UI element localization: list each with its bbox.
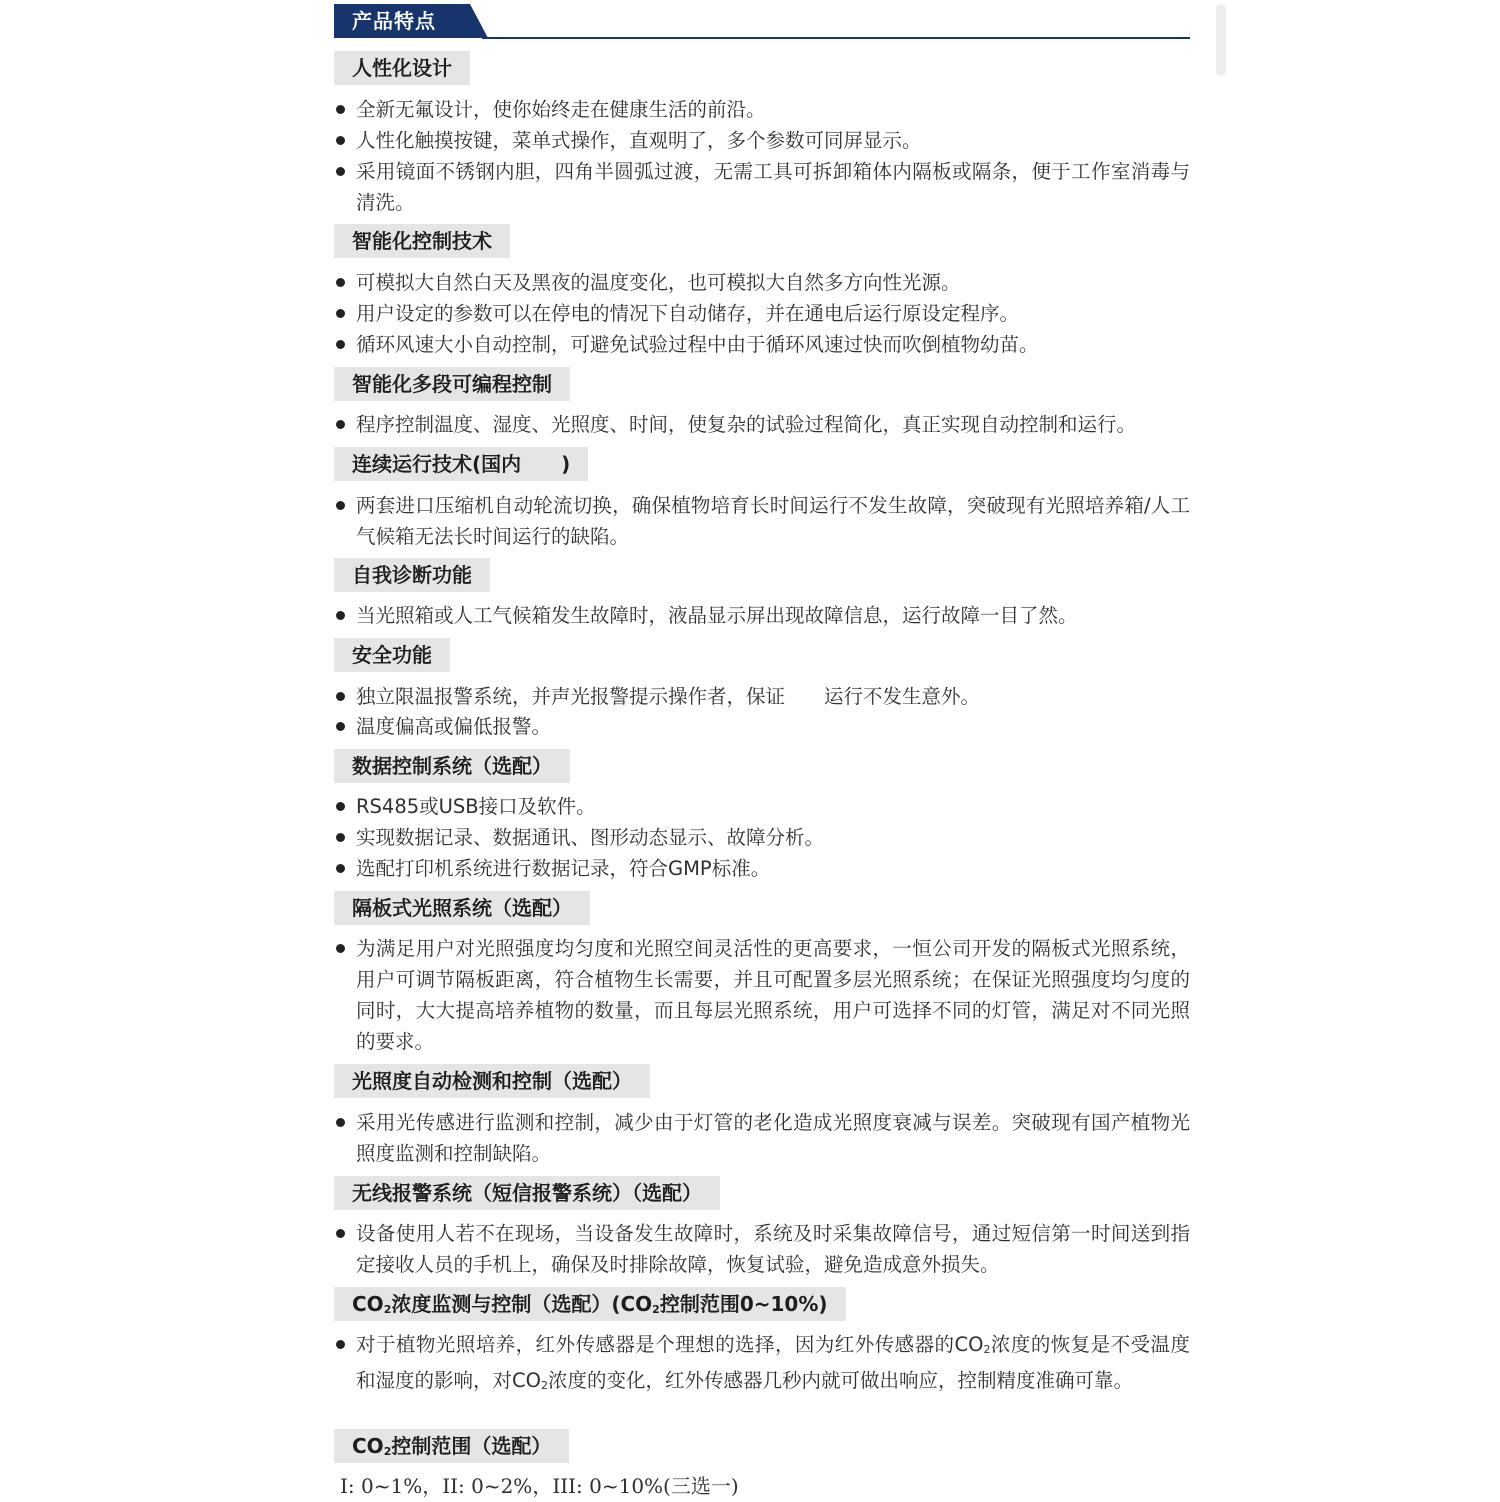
bullet-item: 当光照箱或人工气候箱发生故障时，液晶显示屏出现故障信息，运行故障一目了然。 [334, 600, 1190, 631]
text-part: 对于植物光照培养，红外传感器是个理想的选择，因为红外传感器的CO [356, 1333, 984, 1356]
title-part: 控制范围0~10%) [659, 1292, 828, 1316]
section-title: 数据控制系统（选配） [334, 749, 570, 783]
bullet-item: 设备使用人若不在现场，当设备发生故障时，系统及时采集故障信号，通过短信第一时间送到指定接收人员的手机上，确保及时排除故障，恢复试验，避免造成意外损失。 [334, 1218, 1190, 1280]
section-title: 无线报警系统（短信报警系统）（选配） [334, 1176, 720, 1210]
subscript: 2 [983, 1343, 991, 1356]
section-title: 智能化多段可编程控制 [334, 367, 570, 401]
text-part: 浓度的恢复是不受温度和湿度的影响，对CO [356, 1333, 1190, 1392]
section-title: 自我诊断功能 [334, 558, 490, 592]
title-part: 控制范围（选配） [391, 1434, 552, 1458]
section-title: 连续运行技术(国内 ) [334, 447, 588, 481]
section-title: 光照度自动检测和控制（选配） [334, 1064, 650, 1098]
title-part: CO [352, 1292, 384, 1316]
bullet-item: 两套进口压缩机自动轮流切换，确保植物培育长时间运行不发生故障，突破现有光照培养箱/人工气候箱无法长时间运行的缺陷。 [334, 490, 1190, 552]
bullet-item: 为满足用户对光照强度均匀度和光照空间灵活性的更高要求，一恒公司开发的隔板式光照系统，用户可调节隔板距离，符合植物生长需要，并且可配置多层光照系统；在保证光照强度均匀度的同时，大大提高培养植物的数量，而且每层光照系统，用户可选择不同的灯管，满足对不同光照的要求。 [334, 933, 1190, 1057]
section-title-co2-monitoring [334, 1287, 846, 1321]
document-page [334, 0, 1190, 1500]
bullet-item: 选配打印机系统进行数据记录，符合GMP标准。 [334, 853, 1190, 884]
bullet-item: RS485或USB接口及软件。 [334, 791, 1190, 822]
section-title: 智能化控制技术 [334, 224, 510, 258]
subscript: 2 [652, 1303, 660, 1316]
bullet-item: 采用光传感进行监测和控制，减少由于灯管的老化造成光照度衰减与误差。突破现有国产植物光照度监测和控制缺陷。 [334, 1107, 1190, 1169]
bullet-item: 用户设定的参数可以在停电的情况下自动储存，并在通电后运行原设定程序。 [334, 298, 1190, 329]
banner-rule [482, 37, 1190, 39]
subscript: 2 [383, 1303, 392, 1316]
bullet-item: 温度偏高或偏低报警。 [334, 711, 1190, 742]
section-title: 安全功能 [334, 638, 450, 672]
banner-title: 产品特点 [352, 9, 436, 33]
title-part: CO [352, 1434, 384, 1458]
bullet-item: 采用镜面不锈钢内胆，四角半圆弧过渡，无需工具可拆卸箱体内隔板或隔条，便于工作室消毒与清洗。 [334, 156, 1190, 218]
section-title: 隔板式光照系统（选配） [334, 891, 590, 925]
bullet-item: 可模拟大自然白天及黑夜的温度变化，也可模拟大自然多方向性光源。 [334, 267, 1190, 298]
bullet-item: 实现数据记录、数据通讯、图形动态显示、故障分析。 [334, 822, 1190, 853]
bullet-item: 独立限温报警系统，并声光报警提示操作者，保证 运行不发生意外。 [334, 681, 1190, 712]
section-banner [334, 4, 1190, 40]
section-title-co2-range [334, 1429, 569, 1463]
section-title: 人性化设计 [334, 51, 470, 85]
bullet-item [334, 1329, 1190, 1401]
scrollbar-thumb[interactable] [1216, 4, 1226, 76]
subscript: 2 [383, 1445, 392, 1458]
bullet-item: 循环风速大小自动控制，可避免试验过程中由于循环风速过快而吹倒植物幼苗。 [334, 329, 1190, 360]
title-part: 浓度监测与控制（选配）(CO [391, 1292, 653, 1316]
subscript: 2 [540, 1379, 548, 1392]
bullet-item: 程序控制温度、湿度、光照度、时间，使复杂的试验过程简化，真正实现自动控制和运行。 [334, 409, 1190, 440]
text-part: 浓度的变化，红外传感器几秒内就可做出响应，控制精度准确可靠。 [547, 1369, 1133, 1392]
co2-range-options: I: 0~1%，II: 0~2%，III: 0~10%(三选一) [340, 1474, 739, 1498]
bullet-item: 人性化触摸按键，菜单式操作，直观明了，多个参数可同屏显示。 [334, 125, 1190, 156]
bullet-item: 全新无氟设计，使你始终走在健康生活的前沿。 [334, 94, 1190, 125]
